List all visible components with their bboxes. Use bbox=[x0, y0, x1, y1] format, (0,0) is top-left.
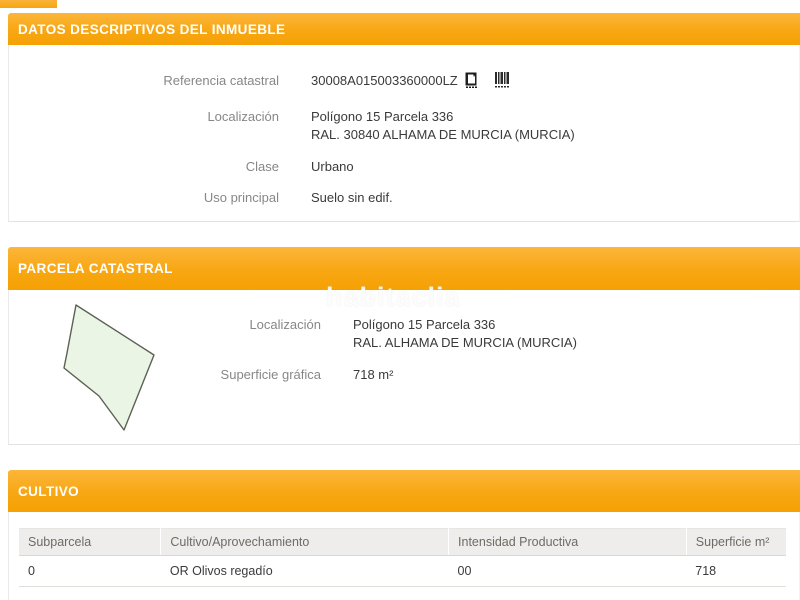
field-row-localizacion bbox=[9, 108, 799, 144]
parcela-localizacion-lines bbox=[353, 316, 577, 352]
localizacion-line1: Polígono 15 Parcela 336 bbox=[311, 109, 454, 124]
col-header-superficie: Superficie m² bbox=[686, 529, 786, 556]
cell-intensidad: 00 bbox=[449, 556, 687, 587]
parcela-localizacion-label: Localización bbox=[249, 317, 321, 332]
panel-cultivo bbox=[8, 512, 800, 600]
cultivo-table bbox=[19, 528, 786, 587]
uso-principal-label: Uso principal bbox=[203, 190, 279, 205]
parcela-localizacion-value bbox=[353, 316, 577, 352]
top-strip-fragment bbox=[0, 0, 57, 8]
parcela-localizacion-line1: Polígono 15 Parcela 336 bbox=[353, 317, 496, 332]
col-header-cultivo: Cultivo/Aprovechamiento bbox=[161, 529, 449, 556]
table-row bbox=[19, 556, 786, 587]
parcel-outline-map bbox=[41, 296, 216, 439]
section-datos-inmueble bbox=[8, 13, 800, 222]
panel-datos-inmueble bbox=[8, 45, 800, 222]
section-header-parcela bbox=[8, 247, 800, 290]
field-row-clase bbox=[9, 159, 799, 175]
col-header-intensidad: Intensidad Productiva bbox=[449, 529, 687, 556]
section-title-parcela: PARCELA CATASTRAL bbox=[18, 261, 173, 276]
localizacion-value bbox=[311, 108, 575, 144]
section-title-datos-inmueble: DATOS DESCRIPTIVOS DEL INMUEBLE bbox=[18, 21, 286, 37]
section-title-cultivo: CULTIVO bbox=[18, 483, 80, 499]
section-header-cultivo bbox=[8, 470, 800, 512]
cell-subparcela: 0 bbox=[19, 556, 161, 587]
col-header-subparcela: Subparcela bbox=[19, 529, 161, 556]
section-header-datos-inmueble bbox=[8, 13, 800, 45]
habitaclia-watermark: habitaclia bbox=[326, 282, 461, 312]
parcela-localizacion-line2: RAL. ALHAMA DE MURCIA (MURCIA) bbox=[353, 335, 577, 350]
referencia-value-group bbox=[311, 73, 510, 93]
barcode-icon[interactable] bbox=[494, 72, 510, 93]
superficie-grafica-value: 718 m² bbox=[353, 367, 394, 382]
panel-parcela bbox=[8, 290, 800, 445]
cell-superficie: 718 bbox=[686, 556, 786, 587]
cultivo-table-header-row bbox=[19, 529, 786, 556]
uso-principal-value: Suelo sin edif. bbox=[311, 190, 393, 205]
copy-document-icon[interactable] bbox=[465, 72, 479, 92]
section-cultivo bbox=[8, 470, 800, 600]
localizacion-lines bbox=[311, 108, 575, 144]
clase-label: Clase bbox=[245, 159, 279, 174]
cell-cultivo: OR Olivos regadío bbox=[161, 556, 449, 587]
field-row-uso-principal bbox=[9, 190, 799, 206]
localizacion-line2: RAL. 30840 ALHAMA DE MURCIA (MURCIA) bbox=[311, 127, 575, 142]
clase-value: Urbano bbox=[311, 159, 354, 174]
section-parcela-catastral bbox=[8, 247, 800, 445]
field-row-referencia bbox=[9, 73, 799, 93]
localizacion-label: Localización bbox=[207, 109, 279, 124]
referencia-value: 30008A015003360000LZ bbox=[311, 73, 458, 88]
superficie-grafica-label: Superficie gráfica bbox=[220, 367, 321, 382]
referencia-label: Referencia catastral bbox=[163, 73, 279, 88]
